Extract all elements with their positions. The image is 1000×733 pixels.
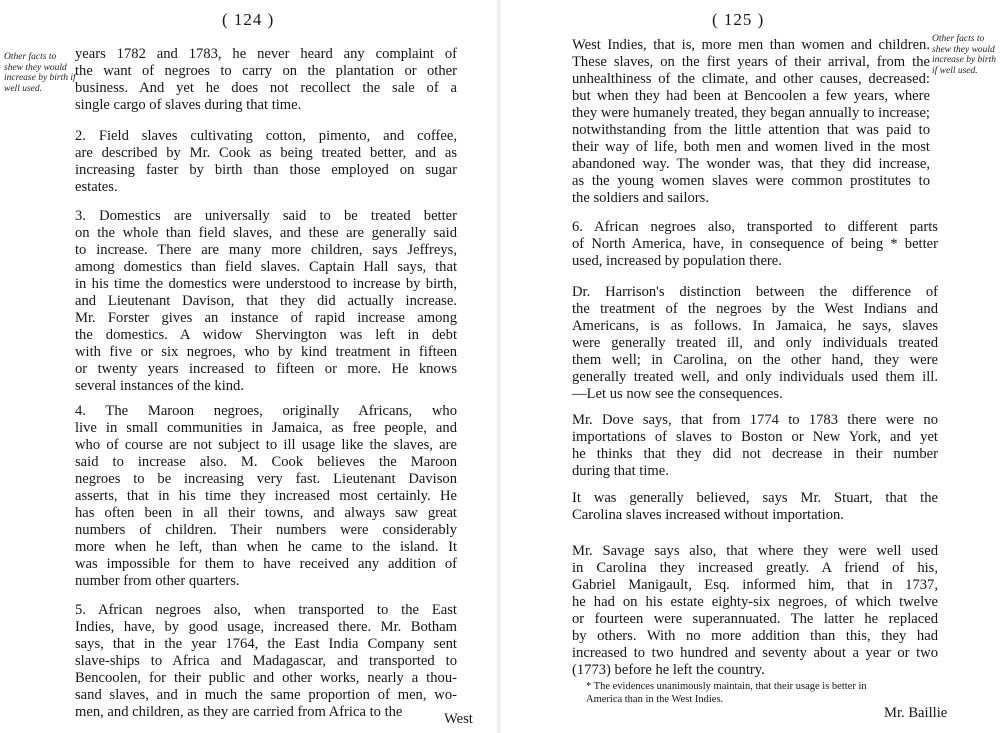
text-line: number from other quarters. bbox=[75, 573, 240, 589]
text-line: 3. Domestics are universally said to be treated better bbox=[75, 208, 457, 224]
text-line: asserts, that in his time they increased most certainly. He bbox=[75, 488, 457, 504]
margin-note: Other facts to shew they would increase by birth if well used. bbox=[4, 52, 76, 94]
text-line: during that time. bbox=[572, 463, 669, 479]
text-line: the want of negroes to carry on the plantation or other bbox=[75, 63, 457, 79]
text-line: —Let us now see the consequences. bbox=[572, 386, 783, 402]
catchword: West bbox=[444, 711, 473, 727]
paragraph bbox=[572, 543, 938, 679]
left-page bbox=[0, 0, 498, 733]
text-line: or fourteen were superannuated. The latter he replaced bbox=[572, 611, 938, 627]
text-line: says, that in the year 1764, the East India Company sent bbox=[75, 636, 457, 652]
text-line: more when he left, than when he came to the island. It bbox=[75, 539, 457, 555]
paragraph bbox=[572, 284, 938, 403]
page-number: ( 125 ) bbox=[712, 10, 765, 29]
text-line: Americans, is as follows. In Jamaica, he says, slaves bbox=[572, 318, 938, 334]
text-line: in his time the domestics were understood to increase by birth, bbox=[75, 276, 457, 292]
text-line: the domestics. A widow Shervington was left in debt bbox=[75, 327, 457, 343]
catchword: Mr. Baillie bbox=[884, 705, 948, 721]
text-line: he thinks that they did not decrease in their number bbox=[572, 446, 938, 462]
text-line: with five or six negroes, who by kind treatment in fifteen bbox=[75, 344, 457, 360]
text-line: unhealthiness of the climate, and other causes, decreased: bbox=[572, 71, 930, 87]
text-line: they were humanely treated, they began annually to increase; bbox=[572, 105, 930, 121]
paragraph bbox=[572, 412, 938, 480]
paragraph bbox=[75, 602, 457, 721]
paragraph bbox=[572, 219, 938, 270]
text-line: increased to two hundred and seventy about a year or two bbox=[572, 645, 938, 661]
text-line: increasing faster by birth than those employed on sugar bbox=[75, 162, 457, 178]
text-line: Mr. Dove says, that from 1774 to 1783 there were no bbox=[572, 412, 938, 428]
text-line: These slaves, on the first years of their arrival, from the bbox=[572, 54, 930, 70]
text-line: importations of slaves to Boston or New York, and yet bbox=[572, 429, 938, 445]
text-line: Mr. Forster gives an instance of rapid increase among bbox=[75, 310, 457, 326]
text-line: notwithstanding from the little attention that was paid to bbox=[572, 122, 930, 138]
footnote-line: * The evidences unanimously maintain, that their usage is better in bbox=[586, 681, 867, 692]
text-line: 5. African negroes also, when transported to the East bbox=[75, 602, 457, 618]
text-line: numbers of children. Their numbers were considerably bbox=[75, 522, 457, 538]
text-line: has often been in all their towns, and always saw great bbox=[75, 505, 457, 521]
margin-note: Other facts to shew they would increase by birth if well used. bbox=[932, 34, 997, 76]
text-line: he had on his estate eighty-six negroes, of which twelve bbox=[572, 594, 938, 610]
text-line: the soldiers and sailors. bbox=[572, 190, 709, 206]
paragraph bbox=[75, 46, 457, 114]
text-line: estates. bbox=[75, 179, 118, 195]
footnote-line: America than in the West Indies. bbox=[586, 693, 724, 705]
text-line: was impossible for them to have received any addition of bbox=[75, 556, 457, 572]
text-line: among domestics than field slaves. Captain Hall says, that bbox=[75, 259, 457, 275]
text-line: Gabriel Manigault, Esq. informed him, that in 1737, bbox=[572, 577, 938, 593]
text-line: but when they had been at Bencoolen a few years, where bbox=[572, 88, 930, 104]
text-line: said to increase also. M. Cook believes the Maroon bbox=[75, 454, 457, 470]
text-line: West Indies, that is, more men than women and children. bbox=[572, 37, 930, 53]
text-line: single cargo of slaves during that time. bbox=[75, 97, 302, 113]
text-line: live in small communities in Jamaica, as free people, and bbox=[75, 420, 457, 436]
text-line: Carolina slaves increased without importation. bbox=[572, 507, 844, 523]
right-page bbox=[500, 0, 1000, 733]
text-line: business. And yet he does not recollect the sale of a bbox=[75, 80, 457, 96]
paragraph bbox=[572, 490, 938, 524]
text-line: by others. With no more addition than this, they had bbox=[572, 628, 938, 644]
text-line: negroes to be increasing very fast. Lieutenant Davison bbox=[75, 471, 457, 487]
page-number: ( 124 ) bbox=[222, 10, 275, 29]
text-line: or twenty years increased to fifteen or more. He knows bbox=[75, 361, 457, 377]
text-line: as the young women slaves were common prostitutes to bbox=[572, 173, 930, 189]
text-line: the treatment of the negroes by the West Indians and bbox=[572, 301, 938, 317]
text-line: Dr. Harrison's distinction between the difference of bbox=[572, 284, 938, 300]
text-line: 4. The Maroon negroes, originally Africans, who bbox=[75, 403, 457, 419]
text-line: years 1782 and 1783, he never heard any complaint of bbox=[75, 46, 457, 62]
text-line: Indies, have, by good usage, increased there. Mr. Botham bbox=[75, 619, 457, 635]
text-line: to increase. There are many more children, says Jeffreys, bbox=[75, 242, 457, 258]
text-line: generally treated well, and only individuals used them ill. bbox=[572, 369, 938, 385]
text-line: and Lieutenant Davison, that they did actually increase. bbox=[75, 293, 457, 309]
text-line: 2. Field slaves cultivating cotton, pimento, and coffee, bbox=[75, 128, 457, 144]
text-line: them well; in Carolina, on the other hand, they were bbox=[572, 352, 938, 368]
text-line: slave-ships to Africa and Madagascar, and transported to bbox=[75, 653, 457, 669]
text-line: their way of life, both men and women lived in the most bbox=[572, 139, 930, 155]
text-line: of North America, have, in consequence of being * better bbox=[572, 236, 938, 252]
text-line: It was generally believed, says Mr. Stuart, that the bbox=[572, 490, 938, 506]
text-line: Bencoolen, for their public and other works, nearly a thou- bbox=[75, 670, 457, 686]
text-line: abandoned way. The wonder was, that they did increase, bbox=[572, 156, 930, 172]
text-line: 6. African negroes also, transported to different parts bbox=[572, 219, 938, 235]
footnote bbox=[586, 681, 950, 706]
text-line: who of course are not subject to ill usage like the slaves, are bbox=[75, 437, 457, 453]
paragraph bbox=[572, 37, 930, 207]
text-line: are described by Mr. Cook as being treated better, and as bbox=[75, 145, 457, 161]
paragraph bbox=[75, 403, 457, 590]
text-line: were generally treated ill, and only individuals treated bbox=[572, 335, 938, 351]
text-line: several instances of the kind. bbox=[75, 378, 244, 394]
text-line: on the whole than field slaves, and these are generally said bbox=[75, 225, 457, 241]
text-line: men, and children, as they are carried from Africa to the bbox=[75, 704, 403, 720]
text-line: (1773) before he left the country. bbox=[572, 662, 765, 678]
paragraph bbox=[75, 208, 457, 395]
text-line: Mr. Savage says also, that where they were well used bbox=[572, 543, 938, 559]
text-line: in Carolina they increased greatly. A friend of his, bbox=[572, 560, 938, 576]
text-line: sand slaves, and in much the same proportion of men, wo- bbox=[75, 687, 457, 703]
text-line: used, increased by population there. bbox=[572, 253, 782, 269]
paragraph bbox=[75, 128, 457, 196]
